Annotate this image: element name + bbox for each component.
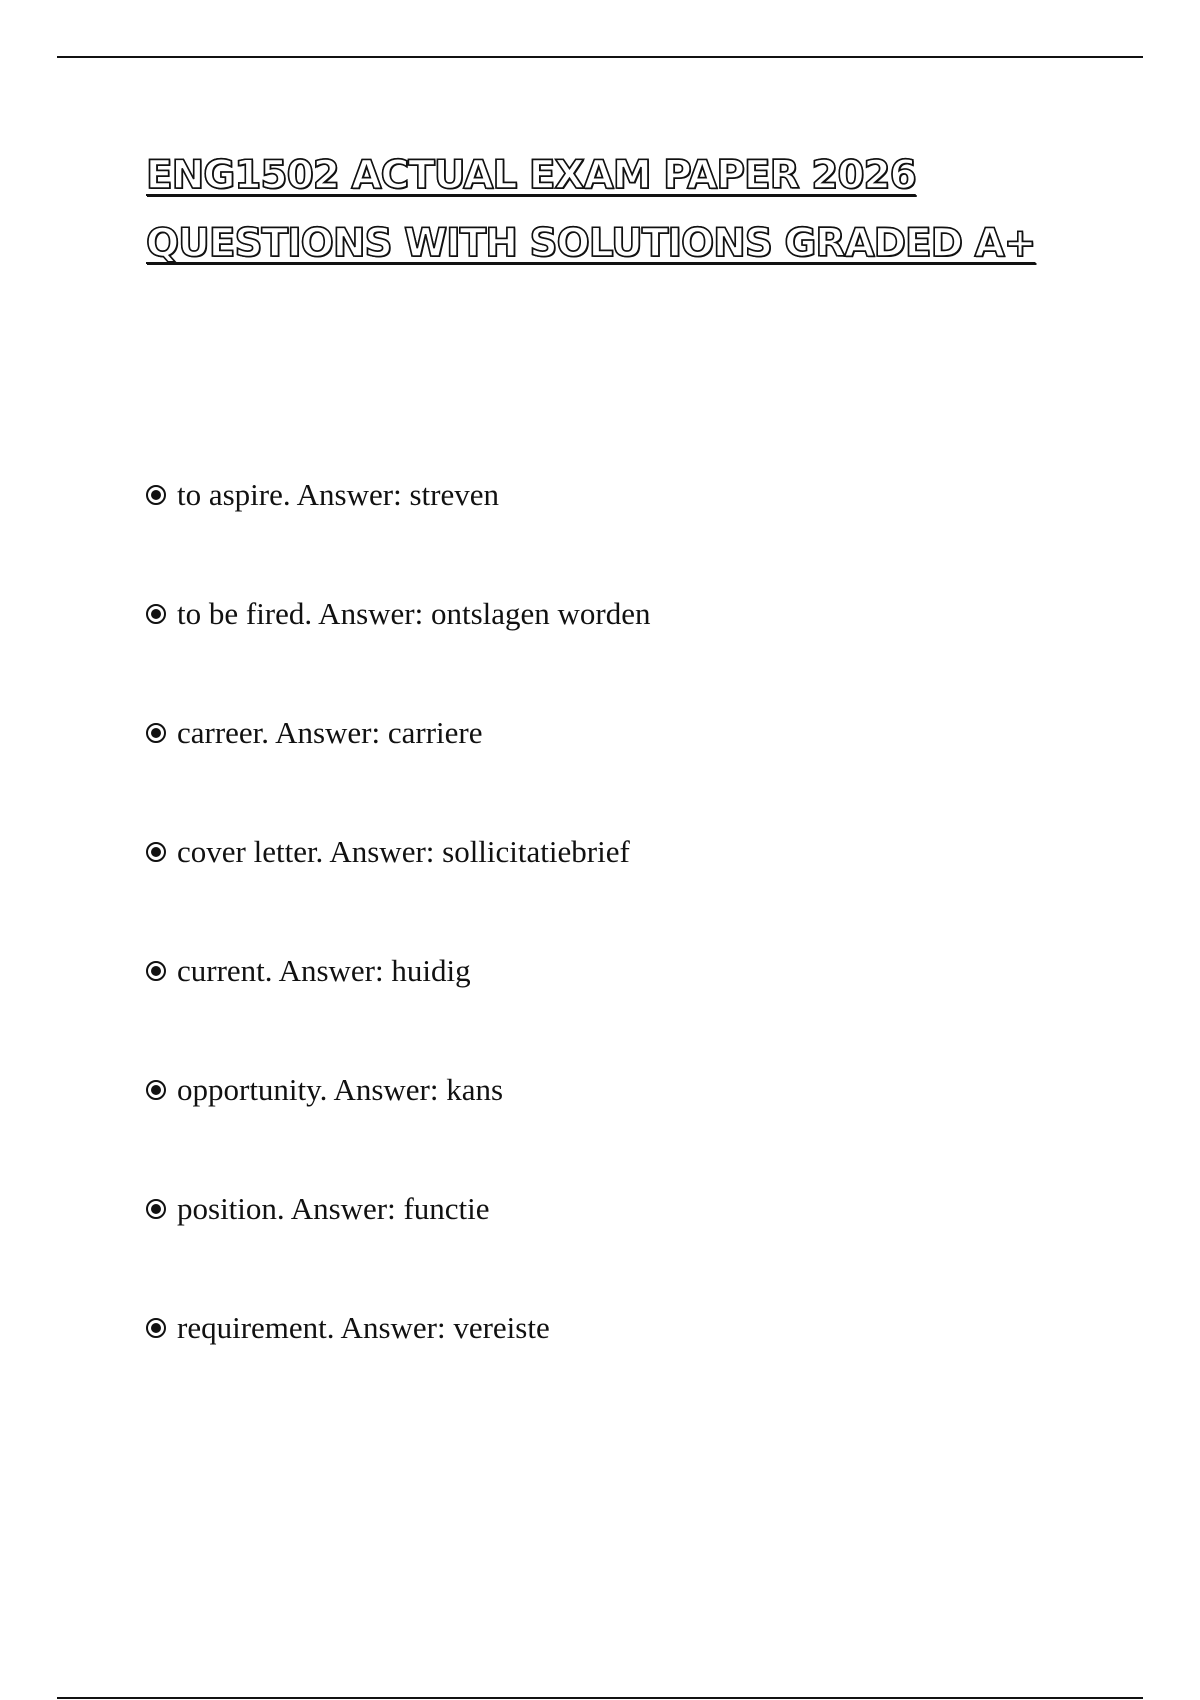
radio-bullet-icon xyxy=(146,723,166,743)
title-line-2: QUESTIONS WITH SOLUTIONS GRADED A+ xyxy=(146,221,1036,266)
item-text: cover letter. Answer: sollicitatiebrief xyxy=(177,834,630,869)
radio-bullet-icon xyxy=(146,961,166,981)
list-item xyxy=(146,473,651,592)
bottom-rule xyxy=(57,1697,1143,1699)
item-text: current. Answer: huidig xyxy=(177,953,471,988)
item-text: to be fired. Answer: ontslagen worden xyxy=(177,596,651,631)
list-item xyxy=(146,1187,651,1306)
item-text: carreer. Answer: carriere xyxy=(177,715,483,750)
radio-bullet-icon xyxy=(146,485,166,505)
item-text: requirement. Answer: vereiste xyxy=(177,1310,550,1345)
radio-bullet-icon xyxy=(146,1199,166,1219)
list-item xyxy=(146,1306,651,1425)
item-text: opportunity. Answer: kans xyxy=(177,1072,504,1107)
list-item xyxy=(146,830,651,949)
list-item xyxy=(146,711,651,830)
list-item xyxy=(146,1068,651,1187)
list-item xyxy=(146,592,651,711)
radio-bullet-icon xyxy=(146,1318,166,1338)
item-text: to aspire. Answer: streven xyxy=(177,477,499,512)
radio-bullet-icon xyxy=(146,604,166,624)
radio-bullet-icon xyxy=(146,1080,166,1100)
item-text: position. Answer: functie xyxy=(177,1191,490,1226)
document-title xyxy=(146,142,1106,278)
radio-bullet-icon xyxy=(146,842,166,862)
question-answer-list xyxy=(146,473,651,1425)
list-item xyxy=(146,949,651,1068)
title-line-1: ENG1502 ACTUAL EXAM PAPER 2026 xyxy=(146,153,916,198)
top-rule xyxy=(57,56,1143,58)
